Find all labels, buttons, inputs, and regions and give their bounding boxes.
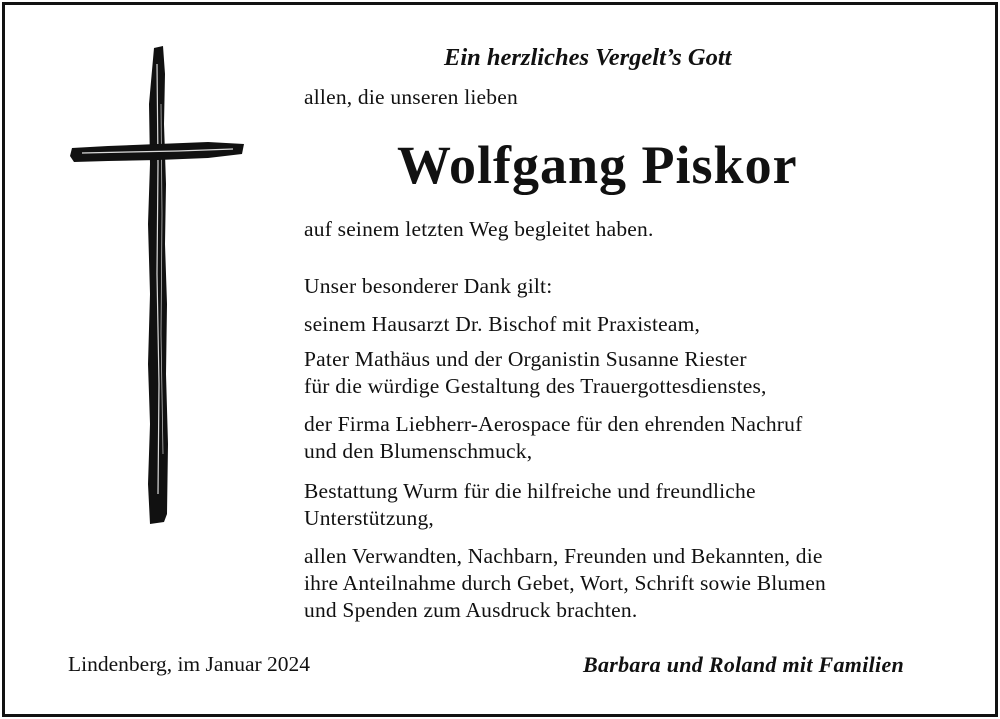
thanks-line: der Firma Liebherr-Aerospace für den ehrenden Nachruf xyxy=(304,412,803,436)
after-name-text: auf seinem letzten Weg begleitet haben. xyxy=(304,217,654,241)
heading: Ein herzliches Vergelt’s Gott xyxy=(444,44,732,71)
thanks-line: seinem Hausarzt Dr. Bischof mit Praxisteam, xyxy=(304,312,701,336)
thanks-intro: Unser besonderer Dank gilt: xyxy=(304,274,553,298)
cross-icon xyxy=(68,44,248,526)
thanks-line: für die würdige Gestaltung des Trauergottesdienstes, xyxy=(304,374,767,398)
thanks-line: Bestattung Wurm für die hilfreiche und freundliche xyxy=(304,479,756,503)
thanks-line: allen Verwandten, Nachbarn, Freunden und Bekannten, die xyxy=(304,544,823,568)
thanks-line: und Spenden zum Ausdruck brachten. xyxy=(304,598,638,622)
intro-text: allen, die unseren lieben xyxy=(304,85,518,109)
thanks-line: Pater Mathäus und der Organistin Susanne Riester xyxy=(304,347,747,371)
thanks-line: und den Blumenschmuck, xyxy=(304,439,533,463)
deceased-name: Wolfgang Piskor xyxy=(397,135,798,195)
thanks-line: Unterstützung, xyxy=(304,506,434,530)
signature: Barbara und Roland mit Familien xyxy=(583,652,905,677)
place-date: Lindenberg, im Januar 2024 xyxy=(68,652,311,676)
thanks-line: ihre Anteilnahme durch Gebet, Wort, Schrift sowie Blumen xyxy=(304,571,826,595)
